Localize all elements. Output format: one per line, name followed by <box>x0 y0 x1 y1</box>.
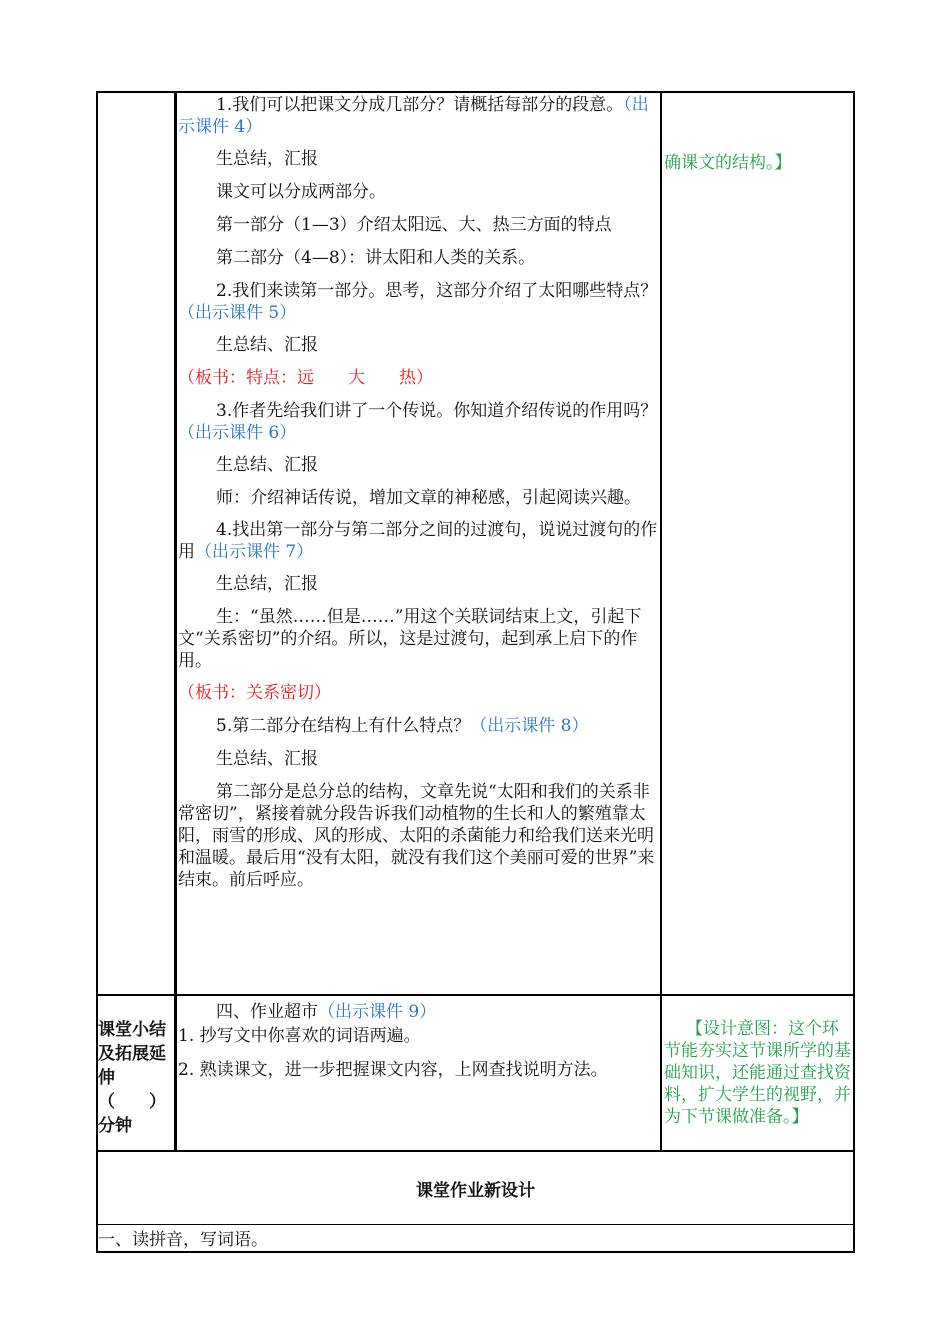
step-5-question: 5.第二部分在结构上有什么特点？（出示课件 8） <box>216 716 589 736</box>
board-note: （板书：特点：远 大 热） <box>178 368 433 388</box>
col-divider-2 <box>660 91 662 1152</box>
step-2-question: 2.我们来读第一部分。思考，这部分介绍了太阳哪些特点？（出示课件 5） <box>178 281 658 323</box>
student-report: 生总结、汇报 <box>216 749 318 769</box>
answer-text: 第一部分（1—3）介绍太阳远、大、热三方面的特点 <box>216 215 612 235</box>
homework-cell <box>178 1001 658 1081</box>
board-note: （板书：关系密切） <box>178 683 331 703</box>
exercise-cell <box>98 1229 853 1251</box>
row-divider-3 <box>96 1224 855 1225</box>
new-homework-title: 课堂作业新设计 <box>416 1180 535 1201</box>
courseware-ref: （出示课件 4） <box>178 95 649 137</box>
exercise-1: 一、读拼音，写词语。 <box>98 1230 268 1250</box>
courseware-ref: （出示课件 7） <box>195 542 314 562</box>
student-report: 生总结，汇报 <box>216 574 318 594</box>
section-label-cell <box>98 1018 174 1138</box>
teacher-remark: 师：介绍神话传说，增加文章的神秘感，引起阅读兴趣。 <box>216 488 641 508</box>
col-divider-1b <box>176 91 177 1152</box>
step-4-question: 4.找出第一部分与第二部分之间的过渡句，说说过渡句的作用（出示课件 7） <box>178 520 658 562</box>
courseware-ref: （出示课件 5） <box>178 303 297 323</box>
border-right <box>853 91 855 1253</box>
step-3-question: 3.作者先给我们讲了一个传说。你知道介绍传说的作用吗？（出示课件 6） <box>178 401 658 443</box>
design-intent-cell <box>664 1018 852 1128</box>
border-bottom <box>96 1251 855 1253</box>
structure-answer: 第二部分是总分总的结构，文章先说“太阳和我们的关系非常密切”，紧接着就分段告诉我们动植物的生长和人的繁殖靠太阳，雨雪的形成、风的形成、太阳的杀菌能力和给我们送来光明和温暖。最后用“没有太阳，就没有我们这个美丽可爱的世界”来结束。前后呼应。 <box>178 782 655 890</box>
homework-item-1: 1. 抄写文中你喜欢的词语两遍。 <box>178 1026 421 1046</box>
courseware-ref: （出示课件 6） <box>178 423 297 443</box>
answer-text: 课文可以分成两部分。 <box>216 182 386 202</box>
new-homework-title-cell <box>98 1152 853 1224</box>
student-report: 生总结、汇报 <box>216 335 318 355</box>
row-divider-1 <box>96 994 855 996</box>
border-top <box>96 91 855 93</box>
courseware-ref: （出示课件 8） <box>470 716 589 736</box>
design-note-cell <box>664 152 852 174</box>
student-report: 生总结，汇报 <box>216 149 318 169</box>
student-answer: 生：“虽然……但是……”用这个关联词结束上文，引起下文“关系密切”的介绍。所以，这是过渡句，起到承上启下的作用。 <box>178 607 642 671</box>
design-intent: 【设计意图：这个环节能夯实这节课所学的基础知识，还能通过查找资料，扩大学生的视野，并为下节课做准备。】 <box>664 1019 851 1127</box>
design-note-tail: 确课文的结构。】 <box>664 153 792 173</box>
answer-text: 第二部分（4—8）：讲太阳和人类的关系。 <box>216 248 536 268</box>
homework-item-2: 2. 熟读课文，进一步把握课文内容，上网查找说明方法。 <box>178 1060 608 1080</box>
section-label: 课堂小结及拓展延伸（ ）分钟 <box>98 1020 166 1136</box>
courseware-ref: （出示课件 9） <box>318 1002 437 1022</box>
student-report: 生总结、汇报 <box>216 455 318 475</box>
lesson-steps-cell <box>178 94 658 992</box>
step-1-question: 1.我们可以把课文分成几部分？请概括每部分的段意。（出示课件 4） <box>178 95 649 137</box>
homework-heading: 四、作业超市（出示课件 9） <box>216 1002 437 1022</box>
